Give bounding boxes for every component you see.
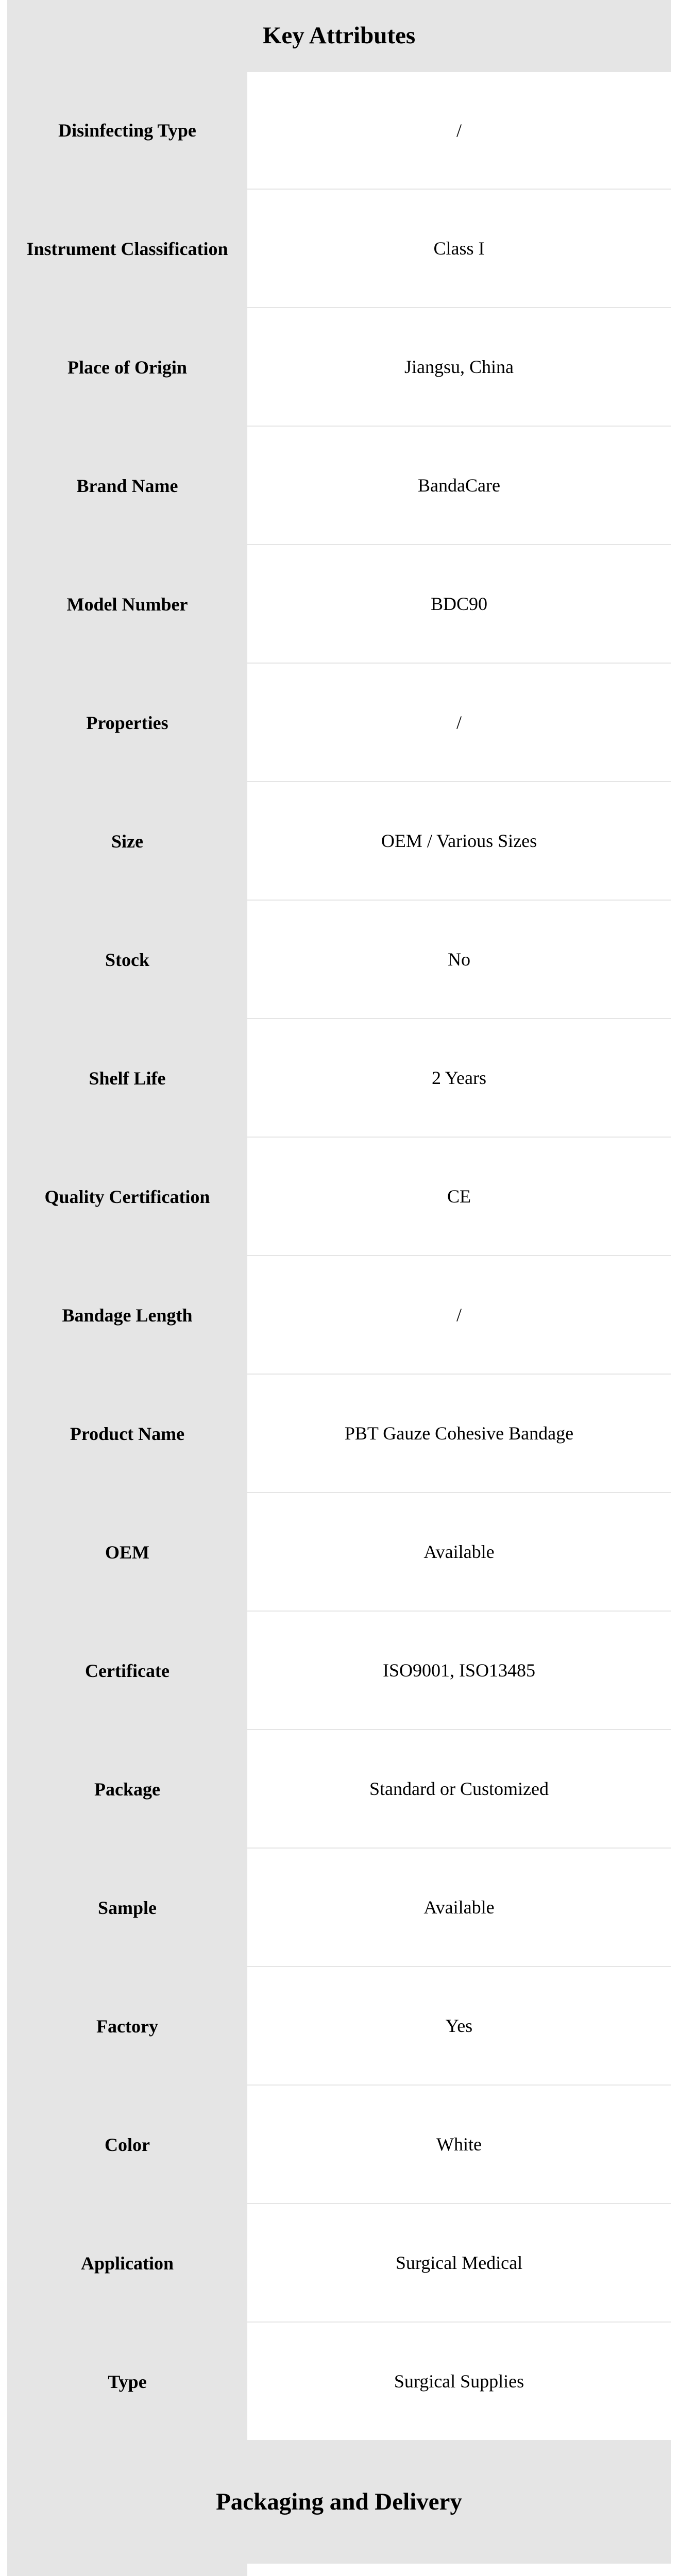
attribute-row-certificate [7,1612,671,1730]
attribute-label: Size [7,782,247,901]
attribute-label: Sample [7,1849,247,1967]
attribute-row-type [7,2323,671,2441]
attribute-label: Application [7,2204,247,2323]
attribute-label: Certificate [7,1612,247,1730]
attribute-label: Instrument Classification [7,190,247,308]
key-attributes-table [7,71,671,2441]
attribute-row-color [7,2086,671,2204]
attribute-row-instrument-classification [7,190,671,308]
attribute-row-factory [7,1967,671,2086]
attribute-row-package [7,1730,671,1849]
attribute-row-application [7,2204,671,2323]
attribute-value: OEM / Various Sizes [247,782,671,901]
attribute-label: Color [7,2086,247,2204]
attribute-value: Surgical Supplies [247,2323,671,2441]
attribute-label: Model Number [7,545,247,664]
attribute-label: Brand Name [7,427,247,545]
attribute-row-brand-name [7,427,671,545]
packaging-delivery-table [7,2563,671,2576]
attribute-label: Type [7,2323,247,2441]
attribute-label: OEM [7,1493,247,1612]
attribute-row-selling-units [7,2563,671,2576]
attribute-row-shelf-life [7,1019,671,1138]
attribute-value: CE [247,1138,671,1256]
attribute-value: / [247,71,671,190]
attribute-label: Quality Certification [7,1138,247,1256]
attribute-value [247,2563,671,2576]
attribute-value: Class I [247,190,671,308]
attribute-value: ISO9001, ISO13485 [247,1612,671,1730]
attribute-label: Bandage Length [7,1256,247,1375]
attribute-value: 2 Years [247,1019,671,1138]
attribute-value: / [247,1256,671,1375]
key-attributes-title: Key Attributes [7,0,671,71]
packaging-delivery-title: Packaging and Delivery [7,2441,671,2563]
attribute-label: Product Name [7,1375,247,1493]
attribute-row-disinfecting-type [7,71,671,190]
attribute-label: Factory [7,1967,247,2086]
attribute-value: / [247,664,671,782]
attribute-value: BandaCare [247,427,671,545]
attribute-row-quality-certification [7,1138,671,1256]
attribute-row-bandage-length [7,1256,671,1375]
attribute-value: BDC90 [247,545,671,664]
attribute-label: Package [7,1730,247,1849]
attribute-value: Available [247,1849,671,1967]
attribute-row-model-number [7,545,671,664]
attribute-row-stock [7,901,671,1019]
attribute-value: Jiangsu, China [247,308,671,427]
attribute-row-sample [7,1849,671,1967]
attributes-sheet [7,0,671,2576]
attribute-label: Place of Origin [7,308,247,427]
attribute-row-product-name [7,1375,671,1493]
attribute-value: Standard or Customized [247,1730,671,1849]
attribute-value: Surgical Medical [247,2204,671,2323]
attribute-value: No [247,901,671,1019]
attribute-row-properties [7,664,671,782]
attribute-label [7,2563,247,2576]
attribute-row-place-of-origin [7,308,671,427]
attribute-value: Yes [247,1967,671,2086]
attribute-value: PBT Gauze Cohesive Bandage [247,1375,671,1493]
attribute-value: White [247,2086,671,2204]
attribute-value: Available [247,1493,671,1612]
attribute-label: Stock [7,901,247,1019]
attribute-row-size [7,782,671,901]
attribute-row-oem [7,1493,671,1612]
attribute-label: Disinfecting Type [7,71,247,190]
attribute-label: Properties [7,664,247,782]
attribute-label: Shelf Life [7,1019,247,1138]
